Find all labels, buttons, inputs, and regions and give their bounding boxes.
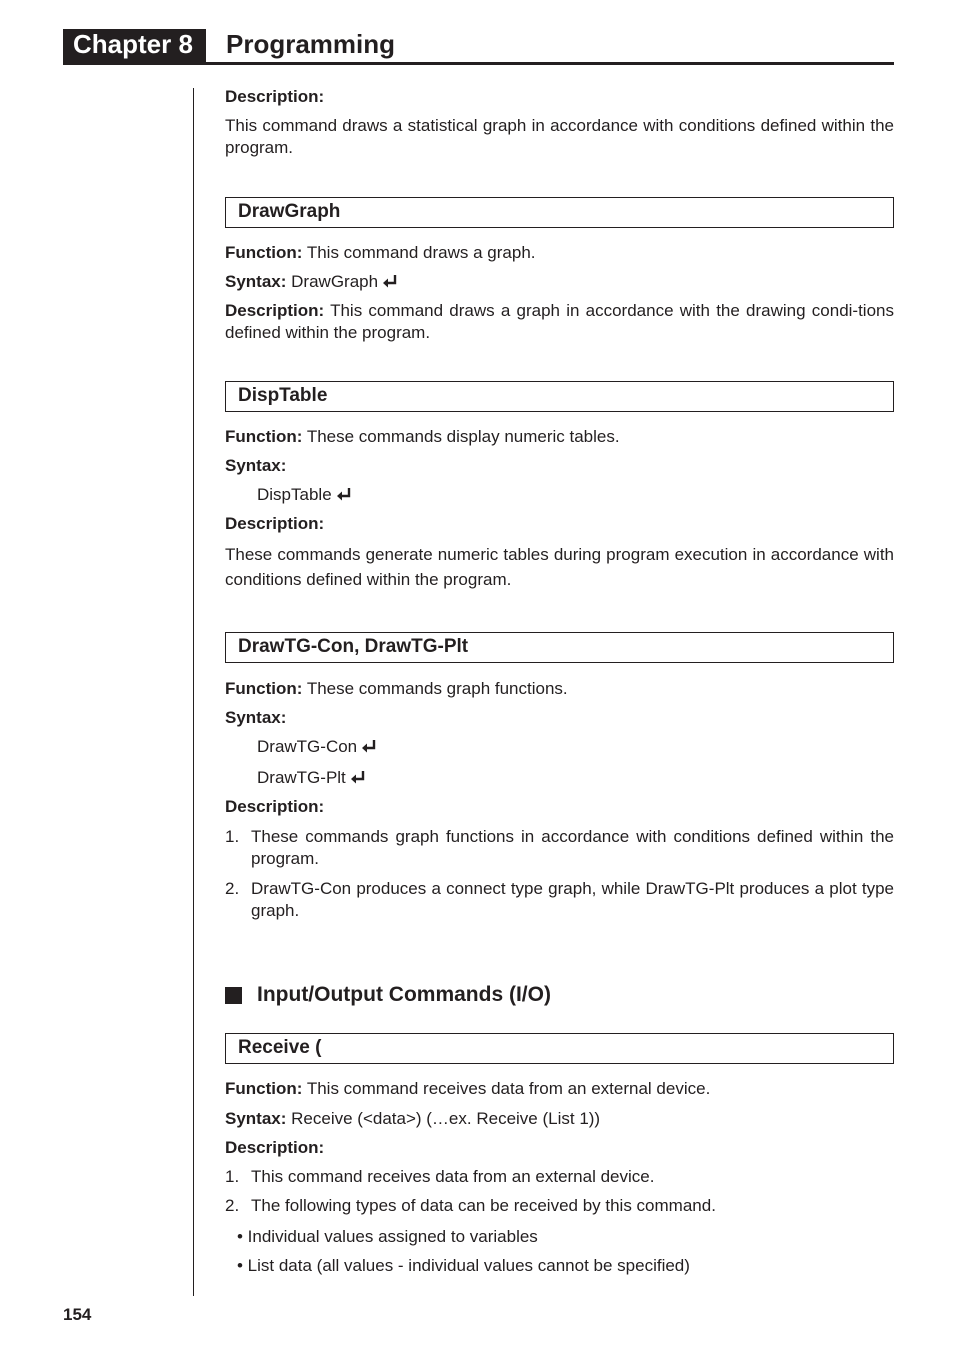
drawgraph-syntax-text: DrawGraph — [286, 272, 379, 291]
intro-description-label: Description: — [225, 87, 325, 106]
io-section-title: Input/Output Commands (I/O) — [257, 983, 551, 1006]
disptable-syntax-line — [225, 484, 894, 506]
receive-syntax-text: Receive (<data>) (…ex. Receive (List 1)) — [286, 1109, 601, 1128]
bullet-item: • Individual values assigned to variables — [237, 1227, 538, 1246]
disptable-function — [225, 426, 894, 448]
list-item-text: DrawTG-Con produces a connect type graph, while DrawTG-Plt produces a plot type graph. — [251, 879, 894, 920]
return-arrow-icon — [336, 487, 352, 501]
disptable-function-label: Function: — [225, 427, 303, 446]
list-item-text: This command receives data from an external device. — [251, 1167, 655, 1186]
receive-syntax — [225, 1108, 894, 1130]
disptable-title: DispTable — [238, 385, 328, 406]
drawtg-syntax-text-1: DrawTG-Con — [257, 737, 358, 756]
receive-title: Receive ( — [238, 1037, 322, 1058]
drawtg-syntax-text-2: DrawTG-Plt — [257, 768, 346, 787]
bullet-item: • List data (all values - individual values cannot be specified) — [237, 1256, 690, 1275]
list-item — [225, 1166, 894, 1188]
receive-function — [225, 1078, 894, 1100]
drawtg-description-label: Description: — [225, 797, 325, 816]
return-arrow-icon — [361, 739, 377, 753]
page-number: 154 — [63, 1305, 92, 1324]
receive-function-label: Function: — [225, 1079, 303, 1098]
drawgraph-function — [225, 242, 894, 264]
drawtg-function — [225, 678, 894, 700]
list-item-number: 2. — [225, 1196, 240, 1215]
section-square-icon — [225, 987, 242, 1004]
drawtg-function-text: These commands graph functions. — [302, 679, 568, 698]
receive-function-text: This command receives data from an external device. — [302, 1079, 711, 1098]
receive-description-label: Description: — [225, 1138, 325, 1157]
list-item — [225, 878, 894, 922]
drawgraph-syntax — [225, 271, 894, 293]
drawgraph-description — [225, 300, 894, 344]
disptable-heading-box — [225, 381, 894, 412]
disptable-description-label: Description: — [225, 514, 325, 533]
drawgraph-description-text: This command draws a graph in accordance with the drawing condi-tions defined within the program. — [225, 301, 894, 342]
list-item-text: The following types of data can be received by this command. — [251, 1196, 716, 1215]
drawtg-function-label: Function: — [225, 679, 303, 698]
drawgraph-function-label: Function: — [225, 243, 303, 262]
disptable-syntax-text: DispTable — [257, 485, 332, 504]
drawtg-title: DrawTG-Con, DrawTG-Plt — [238, 636, 469, 657]
chapter-title: Programming — [226, 29, 396, 59]
drawtg-syntax-line-1 — [225, 736, 894, 758]
io-section-heading — [225, 982, 894, 1008]
list-item-text: These commands graph functions in accordance with conditions defined within the program. — [251, 827, 894, 868]
list-item-number: 1. — [225, 827, 240, 846]
drawtg-syntax-label: Syntax: — [225, 708, 287, 727]
chapter-header — [63, 29, 894, 65]
receive-heading-box — [225, 1033, 894, 1064]
drawtg-heading-box — [225, 632, 894, 663]
page-content — [225, 86, 894, 1277]
drawtg-syntax-line-2 — [225, 767, 894, 789]
drawgraph-title: DrawGraph — [238, 201, 341, 222]
receive-syntax-label: Syntax: — [225, 1109, 287, 1128]
intro-description-text: This command draws a statistical graph in accordance with conditions defined within the program. — [225, 116, 894, 157]
drawgraph-heading-box — [225, 197, 894, 228]
drawgraph-syntax-label: Syntax: — [225, 272, 287, 291]
drawgraph-function-text: This command draws a graph. — [302, 243, 536, 262]
disptable-description-text: These commands generate numeric tables during program execution in accordance with conditions defined within the program. — [225, 545, 894, 589]
list-item — [225, 1195, 894, 1217]
list-item-number: 2. — [225, 879, 240, 898]
return-arrow-icon — [350, 770, 366, 784]
list-item-number: 1. — [225, 1167, 240, 1186]
margin-rule — [193, 88, 194, 1296]
disptable-syntax-label: Syntax: — [225, 456, 287, 475]
chapter-label: Chapter 8 — [63, 29, 206, 62]
list-item — [225, 826, 894, 870]
disptable-function-text: These commands display numeric tables. — [302, 427, 620, 446]
drawgraph-description-label: Description: — [225, 301, 325, 320]
return-arrow-icon — [382, 274, 398, 288]
